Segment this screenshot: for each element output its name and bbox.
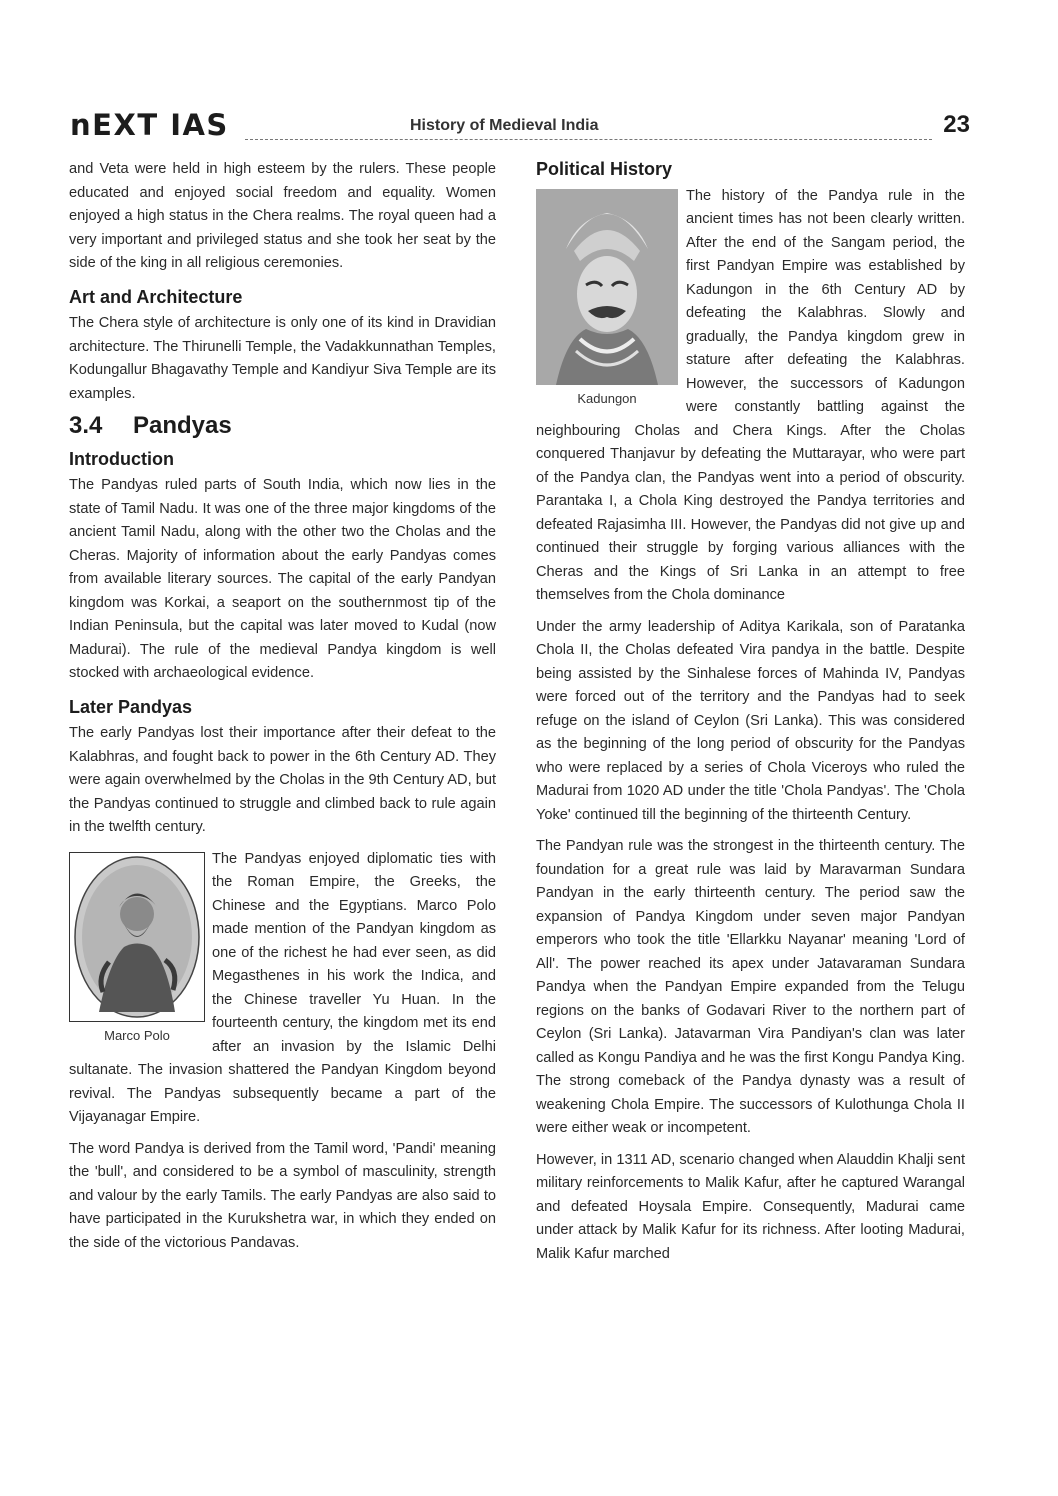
political-history-heading: Political History bbox=[536, 159, 673, 179]
political-history-paragraph: The history of the Pandya rule in the ancient times has not been clearly written. After the end of the Sangam period, the first Pandyan Empire was established by Kadungon in the 6th Century AD by defeating the Kalabhras. Slowly and gradually, the Pandya kingdom grew in stature after defeating the Kalabhras. However, the successors of Kadungon were constantly battling against the neighbouring Cholas and Chera Kings. After the Cholas conquered Thanjavur by defeating the Muttarayar, who were part of the Pandya clan, the Pandyas went into a period of obscurity. Parantaka I, a Chola King destroyed the Pandya territories and defeated Rajasimha III. However, the Pandyas did not give up and continued their struggle by forging various alliances with the Cheras and the Kings of Sri Lanka in an attempt to free themselves from the Chola dominance bbox=[536, 187, 965, 603]
chera-society-paragraph: and Veta were held in high esteem by the rulers. These people educated and enjoyed social freedom and equality. Women enjoyed a high status in the Chera realms. The royal queen had a very important and privileged status and she took her seat by the side of the king in all religious ceremonies. bbox=[69, 161, 496, 271]
marco-polo-caption: Marco Polo bbox=[104, 1027, 170, 1043]
brand-logo: nEXT IAS bbox=[70, 108, 229, 142]
header-rule bbox=[245, 139, 932, 140]
page-number: 23 bbox=[943, 111, 970, 138]
army-leadership-paragraph: Under the army leadership of Aditya Karikala, son of Paratanka Chola II, the Cholas defeated Vira pandya in the battle. Despite being assisted by the Sinhalese forces of Mahinda IV, Pandyas were forced out of the territory and the Pandyas had to seek refuge on the island of Ceylon (Sri Lanka). This was considered as the beginning of the long period of obscurity for the Pandyas who were replaced by a series of Chola Viceroys who ruled the Madurai from 1020 AD under the title 'Chola Pandyas'. The 'Chola Yoke' continued till the beginning of the thirteenth Century. bbox=[536, 618, 965, 823]
running-title: History of Medieval India bbox=[410, 117, 599, 134]
introduction-heading: Introduction bbox=[69, 448, 174, 469]
art-architecture-paragraph: The Chera style of architecture is only one of its kind in Dravidian architecture. The Thirunelli Temple, the Vadakkunnathan Temples, Kodungallur Bhagavathy Temple and Kandiyur Siva Temple are its examples. bbox=[69, 315, 496, 402]
marco-polo-portrait bbox=[69, 852, 205, 1022]
kadungon-figure bbox=[536, 189, 678, 407]
marco-polo-figure bbox=[69, 852, 205, 1044]
art-architecture-heading: Art and Architecture bbox=[69, 286, 243, 307]
page-header bbox=[70, 108, 970, 148]
section-title: Pandyas bbox=[133, 412, 232, 439]
later-pandyas-paragraph: The early Pandyas lost their importance after their defeat to the Kalabhras, and fought back to power in the 6th Century AD. They were again overwhelmed by the Cholas in the 9th Century AD, but the Pandyas continued to struggle and climbed back to rule again in the twelfth century. bbox=[69, 725, 496, 835]
alauddin-khalji-paragraph: However, in 1311 AD, scenario changed when Alauddin Khalji sent military reinforcements to Malik Kafur, after he captured Warangal and defeated Hoysala Empire. Consequently, Madurai came under attack by Malik Kafur for its richness. After looting Madurai, Malik Kafur marched bbox=[536, 1151, 965, 1262]
kadungon-portrait bbox=[536, 189, 678, 385]
introduction-paragraph: The Pandyas ruled parts of South India, which now lies in the state of Tamil Nadu. It was one of the three major kingdoms of the ancient Tamil Nadu, along with the other two the Cholas and the Cheras. Majority of information about the early Pandyas comes from available literary sources. The capital of the early Pandyan kingdom was Korkai, a seaport on the southernmost tip of the Indian Peninsula, but the capital was later moved to Kudal (now Madurai). The rule of the medieval Pandya kingdom is well stocked with archaeological evidence. bbox=[69, 477, 496, 681]
word-pandya-paragraph: The word Pandya is derived from the Tamil word, 'Pandi' meaning the 'bull', and considered to be a symbol of masculinity, strength and valour by the early Tamils. The early Pandyas are also said to have participated in the Kurukshetra war, in which they ended on the side of the victorious Pandavas. bbox=[69, 1140, 496, 1251]
kadungon-caption: Kadungon bbox=[577, 390, 637, 406]
section-number: 3.4 bbox=[69, 412, 103, 439]
strongest-rule-paragraph: The Pandyan rule was the strongest in the thirteenth century. The foundation for a great rule was laid by Maravarman Sundara Pandyan in the early thirteenth century. The period saw the expansion of Pandya Kingdom under seven major Pandyan emperors who took the title 'Ellarkku Nayanar' meaning 'Lord of All'. The power reached its apex under Jatavaraman Sundara Pandya when the Pandyan Empire expanded from the Telugu regions on the banks of Godavari River to the northern part of Ceylon (Sri Lanka). Jatavarman Vira Pandiyan's clan was later called as Kongu Pandiya and he was the first Kongu Pandya King. The strong comeback of the Pandya dynasty was a result of weakening Chola Empire. The successors of Kulothunga Chola II were either weak or incompetent. bbox=[536, 838, 965, 1136]
later-pandyas-heading: Later Pandyas bbox=[69, 696, 193, 717]
diplomatic-ties-paragraph: The Pandyas enjoyed diplomatic ties with the Roman Empire, the Greeks, the Chinese and the Egyptians. Marco Polo made mention of the Pandyan kingdom as one of the richest he had ever seen, as did Megasthenes in his work the Indica, and the Chinese traveller Yu Huan. In the fourteenth century, the kingdom met its end after an invasion by the Islamic Delhi sultanate. The invasion shattered the Pandyan Kingdom beyond revival. The Pandyas subsequently became a part of the Vijayanagar Empire. bbox=[69, 850, 496, 1125]
left-column bbox=[69, 158, 496, 1263]
section-heading bbox=[69, 414, 496, 438]
right-column bbox=[536, 158, 965, 1274]
